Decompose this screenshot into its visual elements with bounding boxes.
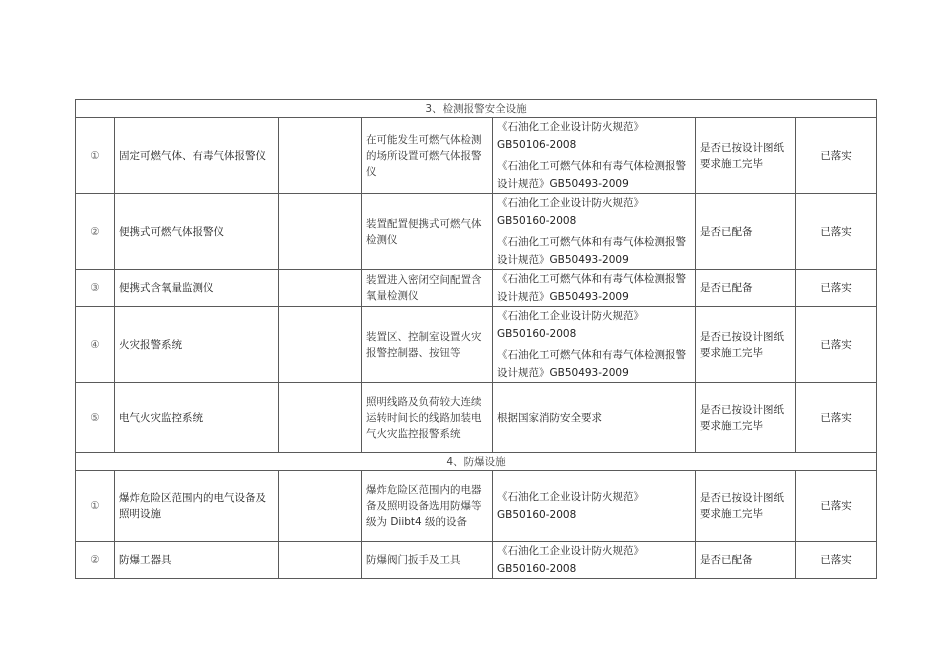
- row-number: ③: [76, 270, 115, 307]
- standard-cell: [493, 383, 696, 453]
- facility-name: 固定可燃气体、有毒气体报警仪: [115, 118, 279, 194]
- check-cell: 是否已按设计图纸要求施工完毕: [696, 383, 796, 453]
- check-cell: 是否已按设计图纸要求施工完毕: [696, 118, 796, 194]
- blank-cell: [279, 542, 362, 579]
- standard-item: 《石油化工企业设计防火规范》GB50160-2008: [497, 197, 644, 227]
- safety-facilities-table: [75, 99, 877, 579]
- result-cell: 已落实: [796, 194, 877, 270]
- row-number: ⑤: [76, 383, 115, 453]
- facility-name: 便携式可燃气体报警仪: [115, 194, 279, 270]
- standard-cell: [493, 471, 696, 542]
- result-cell: 已落实: [796, 270, 877, 307]
- result-cell: 已落实: [796, 471, 877, 542]
- facility-name: 爆炸危险区范围内的电气设备及照明设施: [115, 471, 279, 542]
- standard-item: 《石油化工可燃气体和有毒气体检测报警设计规范》GB50493-2009: [497, 236, 686, 266]
- result-cell: 已落实: [796, 542, 877, 579]
- standard-item: 《石油化工企业设计防火规范》GB50106-2008: [497, 121, 644, 151]
- check-cell: 是否已按设计图纸要求施工完毕: [696, 307, 796, 383]
- standard-item: 《石油化工企业设计防火规范》GB50160-2008: [497, 310, 644, 340]
- section-title: 4、防爆设施: [76, 453, 877, 471]
- standard-item: 《石油化工企业设计防火规范》GB50160-2008: [497, 491, 644, 521]
- table-row: [76, 118, 877, 194]
- table-row: [76, 270, 877, 307]
- check-cell: 是否已按设计图纸要求施工完毕: [696, 471, 796, 542]
- requirement-cell: 在可能发生可燃气体检测的场所设置可燃气体报警仪: [362, 118, 493, 194]
- standard-cell: [493, 118, 696, 194]
- row-number: ①: [76, 471, 115, 542]
- standard-item: 《石油化工可燃气体和有毒气体检测报警设计规范》GB50493-2009: [497, 273, 686, 303]
- standard-item: 《石油化工可燃气体和有毒气体检测报警设计规范》GB50493-2009: [497, 349, 686, 379]
- standard-cell: [493, 542, 696, 579]
- row-number: ②: [76, 194, 115, 270]
- standard-item: 根据国家消防安全要求: [497, 411, 602, 424]
- facility-name: 火灾报警系统: [115, 307, 279, 383]
- section-title: 3、检测报警安全设施: [76, 100, 877, 118]
- blank-cell: [279, 471, 362, 542]
- check-cell: 是否已配备: [696, 542, 796, 579]
- blank-cell: [279, 307, 362, 383]
- result-cell: 已落实: [796, 383, 877, 453]
- standard-item: 《石油化工企业设计防火规范》GB50160-2008: [497, 545, 644, 575]
- table-row: [76, 194, 877, 270]
- facility-name: 防爆工器具: [115, 542, 279, 579]
- section-header-row: [76, 100, 877, 118]
- requirement-cell: 爆炸危险区范围内的电器备及照明设备选用防爆等级为 Diibt4 级的设备: [362, 471, 493, 542]
- result-cell: 已落实: [796, 307, 877, 383]
- row-number: ①: [76, 118, 115, 194]
- result-cell: 已落实: [796, 118, 877, 194]
- table-row: [76, 471, 877, 542]
- requirement-cell: 装置配置便携式可燃气体检测仪: [362, 194, 493, 270]
- table-row: [76, 383, 877, 453]
- blank-cell: [279, 270, 362, 307]
- row-number: ②: [76, 542, 115, 579]
- blank-cell: [279, 194, 362, 270]
- requirement-cell: 装置进入密闭空间配置含氧量检测仪: [362, 270, 493, 307]
- standard-cell: [493, 270, 696, 307]
- standard-cell: [493, 194, 696, 270]
- check-cell: 是否已配备: [696, 270, 796, 307]
- blank-cell: [279, 383, 362, 453]
- section-header-row: [76, 453, 877, 471]
- table-row: [76, 307, 877, 383]
- requirement-cell: 照明线路及负荷较大连续运转时间长的线路加装电气火灾监控报警系统: [362, 383, 493, 453]
- requirement-cell: 装置区、控制室设置火灾报警控制器、按钮等: [362, 307, 493, 383]
- standard-cell: [493, 307, 696, 383]
- standard-item: 《石油化工可燃气体和有毒气体检测报警设计规范》GB50493-2009: [497, 160, 686, 190]
- blank-cell: [279, 118, 362, 194]
- check-cell: 是否已配备: [696, 194, 796, 270]
- requirement-cell: 防爆阀门扳手及工具: [362, 542, 493, 579]
- row-number: ④: [76, 307, 115, 383]
- facility-name: 便携式含氧量监测仪: [115, 270, 279, 307]
- facility-name: 电气火灾监控系统: [115, 383, 279, 453]
- table-row: [76, 542, 877, 579]
